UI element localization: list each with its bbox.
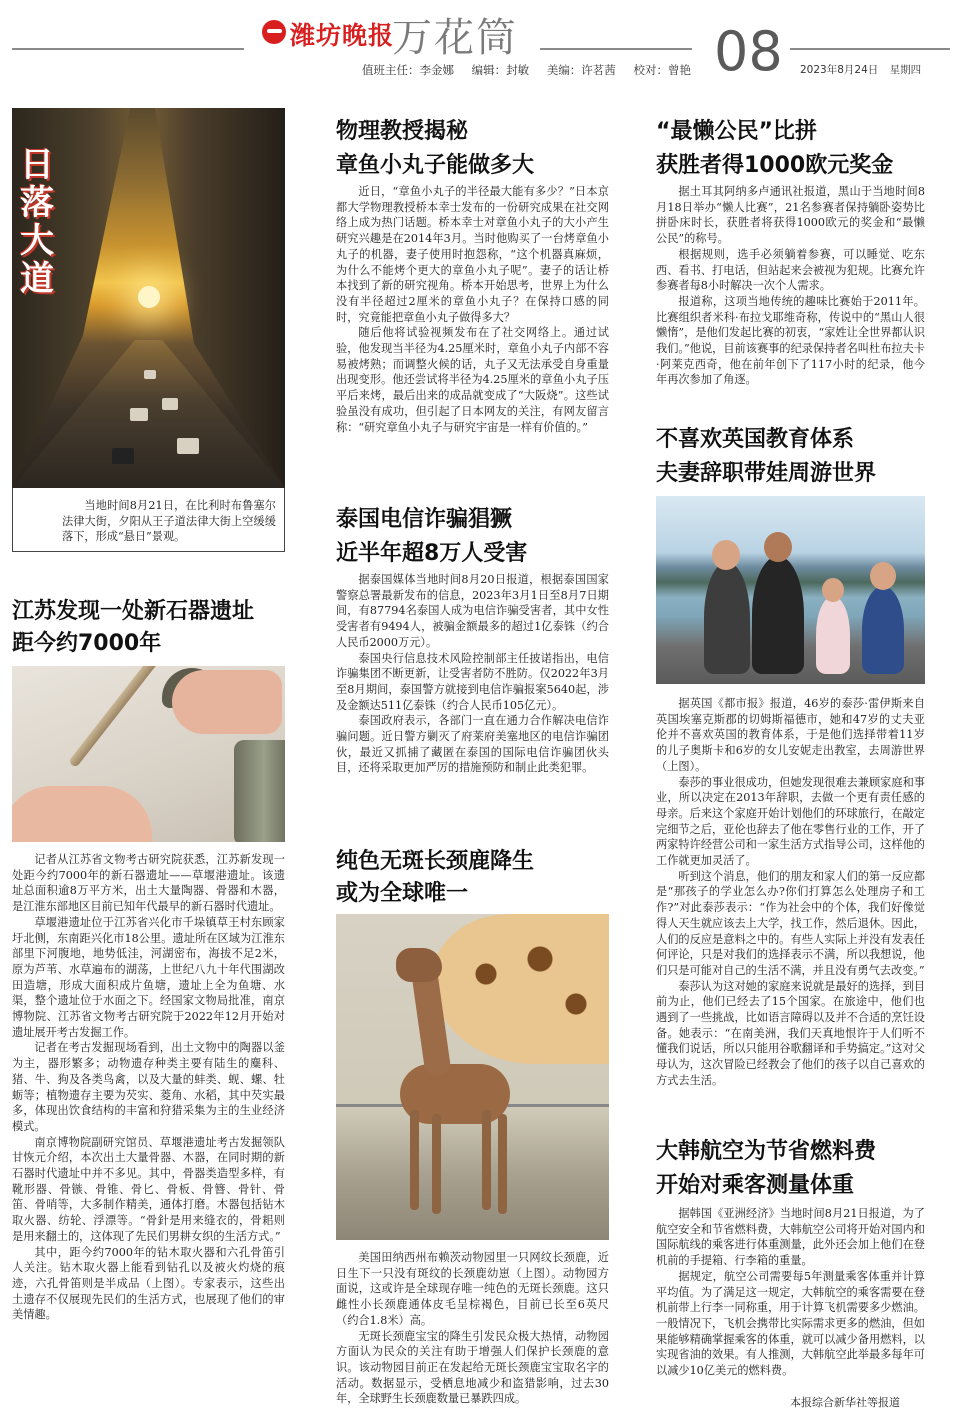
dateline [800,62,929,77]
credit-item: 编辑：封敏 [471,63,530,77]
credit-item: 值班主任：李金娜 [362,63,454,77]
giraffe-calf-graphic [396,948,442,982]
airline-subheadline: 开始对乘客测量体重 [656,1173,855,1198]
issue-weekday: 星期四 [889,64,922,76]
stone-age-subheadline: 距今约7000年 [12,631,162,656]
family-body [656,696,925,1092]
source-note: 本报综合新华社等报道 [790,1396,900,1409]
paragraph: 记者从江苏省文物考古研究院获悉，江苏新发现一处距今约7000年的新石器遗址——草堰港遗址。该遗址总面积逾8万平方米，出土大量陶器、骨器和木器，是江淮东部地区目前已知年代最早的新石器时代遗址。 [12,853,285,914]
paragraph: 据土耳其阿纳多卢通讯社报道，黑山于当地时间8月18日举办“懒人比赛”，21名参赛者保持躺卧姿势比拼卧床时长，获胜者将获得1000欧元的奖金和“最懒公民”的称号。 [656,185,925,246]
thai-fraud-headline: 泰国电信诈骗猖獗 [336,507,513,532]
paragraph: 据英国《都市报》报道，46岁的泰莎·雷伊斯来自英国埃塞克斯郡的切姆斯福德市，她和47岁的丈夫亚伦并不喜欢英国的教育体系，于是他们选择带着11岁的儿子奥斯卡和6岁的女儿安妮走出教室，去周游世界（上图）。 [656,697,925,773]
giraffe-body [336,1250,609,1408]
airline-body [656,1206,925,1392]
paragraph: 据韩国《亚洲经济》当地时间8月21日报道，为了航空安全和节省燃料费，大韩航空公司将开始对国内和国际航线的乘客进行体重测量，此外还会加上他们在登机前的手提箱、行李箱的重量。 [656,1207,925,1268]
masthead [0,0,955,82]
paragraph: 随后他将试验视频发布在了社交网络上。通过试验，他发现当半径为4.25厘米时，章鱼小丸子内部不容易被烤熟；而调整火候的话，丸子又无法承受自身重量出现变形。他还尝试将半径为4.25厘米的章鱼小丸子压平后来烤，最后出来的成品就变成了“大阪烧”。这些试验虽没有成功，但引起了日本网友的关注，有网友留言称：“研究章鱼小丸子与研究宇宙是一样有价值的。” [336,326,609,434]
paragraph: 其中，距今约7000年的钻木取火器和六孔骨笛引人关注。钻木取火器上能看到钻孔以及被火灼烧的痕迹，六孔骨笛则是半成品（上图）。专家表示，这些出土遗存不仅展现先民们的生活方式，也展现了他们的审美情趣。 [12,1245,285,1322]
page-number: 08 [714,20,783,83]
family-subheadline: 夫妻辞职带娃周游世界 [656,461,877,486]
family-headline: 不喜欢英国教育体系 [656,427,855,452]
caption-text: 当地时间8月21日，在比利时布鲁塞尔法律大街，夕阳从王子道法律大街上空缓缓落下，形成“悬日”景观。 [62,499,276,544]
laziest-subheadline: 获胜者得1000欧元奖金 [656,153,894,178]
sunset-caption [62,498,276,546]
staff-credits [362,62,705,78]
paragraph: 据规定，航空公司需要每5年测量乘客体重并计算平均值。为了满足这一规定，大韩航空的乘客需要在登机前带上行李一同称重，用于计算飞机需要多少燃油。一般情况下，飞机会携带比实际需求更多的燃油，但如果能够精确掌握乘客的体重，就可以减少备用燃料，以实现省油的效果。有人推测，大韩航空此举最多每年可以减少10亿美元的燃料费。 [656,1269,925,1378]
giraffe-photo [336,914,609,1240]
takoyaki-headline: 物理教授揭秘 [336,119,469,144]
paper-logo-icon [262,20,286,44]
masthead-rule [12,48,244,50]
issue-date: 2023年8月24日 [800,64,879,76]
paper-name: 潍坊晚报 [290,21,395,50]
paragraph: 据泰国媒体当地时间8月20日报道，根据泰国国家警察总署最新发布的信息，2023年3月1日至8月7日期间，有87794名泰国人成为电信诈骗受害者，其中女性受害者有9494人，被骗金额最多的超过1亿泰铢（约合人民币2000万元）。 [336,573,609,649]
section-name: 万花筒 [392,15,518,61]
paragraph: 近日，“章鱼小丸子的半径最大能有多少？”日本京都大学物理教授桥本幸士发布的一份研究成果在社交网络上成为热门话题。桥本幸士对章鱼小丸子的大小产生研究兴趣是在2014年3月。当时他购买了一台烤章鱼小丸子的机器，妻子使用时抱怨称，“这个机器真麻烦，为什么不能烤个更大的章鱼小丸子呢”。妻子的话让桥本找到了新的研究视角。桥本开始思考，世界上为什么没有半径超过2厘米的章鱼小丸子？在保持口感的同时，究竟能把章鱼小丸子做得多大？ [336,185,609,324]
paragraph: 根据规则，选手必须躺着参赛，可以睡觉、吃东西、看书、打电话，但站起来会被视为犯规。比赛允许参赛者每8小时解决一次个人需求。 [656,247,925,293]
artifact-photo [12,666,285,842]
paragraph: 泰莎的事业很成功，但她发现很难去兼顾家庭和事业，所以决定在2013年辞职，去做一个更有责任感的母亲。后来这个家庭开始计划他们的环球旅行，在敲定完细节之后，亚伦也辞去了他在零售行业的工作，开了两家特许经营公司和一家生活方式指导公司，这样他的工作就更加灵活了。 [656,775,925,868]
credit-item: 校对：曾艳 [633,63,691,77]
paragraph: 无斑长颈鹿宝宝的降生引发民众极大热情，动物园方面认为民众的关注有助于增强人们保护长颈鹿的意识。该动物园目前正在发起给无斑长颈鹿宝宝取名字的活动。数据显示，受栖息地减少和盗猎影响，过去30年，全球野生长颈鹿数量已暴跌四成。 [336,1329,609,1406]
paragraph: 听到这个消息，他们的朋友和家人们的第一反应都是“那孩子的学业怎么办?你们打算怎么处理房子和工作?”对此泰莎表示：“作为社会中的个体，我们好像觉得人天生就应该去上大学，找工作，然后退休。因此，人们的反应是意料之中的。有些人实际上并没有发表任何评论，只是对我们的选择表示不满，所以我想说，他们只是可能对自己的生活不满，并且没有勇气去改变。” [656,869,925,977]
thai-fraud-body [336,572,609,808]
stone-age-headline: 江苏发现一处新石器遗址 [12,599,255,624]
sun-graphic [138,286,160,308]
airline-headline: 大韩航空为节省燃料费 [656,1139,877,1164]
paragraph: 泰莎认为这对她的家庭来说就是最好的选择，到目前为止，他们已经去了15个国家。在旅途中，他们也遇到了一些挑战，比如语言障碍以及并不合适的烹饪设备。她表示：“在南美洲，我们天真地恨许于人们听不懂我们说话，所以只能用谷歌翻译和手势搞定。”这对父母认为，这次冒险已经教会了他们的孩子以自己喜欢的方式去生活。 [656,979,925,1087]
paragraph: 报道称，这项当地传统的趣味比赛始于2011年。比赛组织者米科·布拉戈耶维奇称，传说中的“黑山人很懒惰”，是他们发起比赛的初衷，“家姓让全世界都认识我们。”他说，目前该赛事的纪录保持者名叫杜布拉夫卡·阿莱克西奇，他在前年创下了117小时的纪录，他今年再次参加了角逐。 [656,294,925,387]
paragraph: 美国田纳西州布赖茨动物园里一只网纹长颈鹿，近日生下一只没有斑纹的长颈鹿幼崽（上图）。动物园方面说，这或许是全球现存唯一纯色的无斑长颈鹿。这只雌性小长颈鹿通体皮毛呈棕褐色，目前已长至6英尺（约合1.8米）高。 [336,1251,609,1327]
paragraph: 泰国政府表示，各部门一直在通力合作解决电信诈骗问题。近日警方剿灭了府莱府美塞地区的电信诈骗团伙，最近又抓捕了藏匿在泰国的国际电信诈骗团伙头目，还将采取更加严厉的措施预防和制止此类犯罪。 [336,714,609,775]
giraffe-headline: 纯色无斑长颈鹿降生 [336,849,535,874]
paragraph: 南京博物院副研究馆员、草堰港遗址考古发掘领队甘恢元介绍，本次出土大量骨器、木器，在同时期的新石器时代遗址中并不多见。其中，骨器类造型多样，有靴形器、骨镞、骨锥、骨匕、骨板、骨簪、骨针、骨笛、骨哨等，大多制作精美，通体打磨。木器包括钻木取火器、纺轮、浮漂等。“骨針是用来缝衣的，骨耜则是用来翻土的，这体现了先民们男耕女织的生活方式。” [12,1135,285,1243]
paragraph: 草堰港遗址位于江苏省兴化市千垛镇草王村东顾家圩北侧，东南距兴化市18公里。遗址所在区域为江淮东部里下河腹地，地势低洼，河湖密布，海拔不足2米，原为芦苇、水草遍布的湖荡，上世纪八九十年代围湖改田造塘，形成大面积成片鱼塘，遗址上全为鱼塘、水渠，整个遗址位于水面之下。经国家文物局批准，南京博物院、江苏省文物考古研究院于2022年12月开始对遗址展开考古发掘工作。 [12,915,285,1039]
laziest-body [656,184,925,416]
giraffe-subheadline: 或为全球唯一 [336,881,469,906]
stone-age-body [12,852,285,1408]
laziest-headline: “最懒公民”比拼 [656,119,817,144]
masthead-rule [540,48,692,50]
takoyaki-subheadline: 章鱼小丸子能做多大 [336,153,535,178]
thai-fraud-subheadline: 近半年超8万人受害 [336,541,528,566]
credit-item: 美编：许茗茜 [546,63,616,77]
paragraph: 记者在考古发掘现场看到，出土文物中的陶器以釜为主，器形繁多；动物遗存种类主要有陆生的麋科、猪、牛、狗及各类鸟禽，以及大量的蚌类、蚬、螺、牡蛎等；植物遗存主要为芡实、菱角、水稻，其中芡实最多，体现出饮食结构的丰富和狩猎采集为主的生业经济模式。 [12,1041,285,1133]
masthead-rule [790,48,950,50]
family-photo [656,496,925,684]
takoyaki-body [336,184,609,466]
sunset-photo-title: 日落大道 [20,145,54,299]
paragraph: 泰国央行信息技术风险控制部主任披诺指出，电信诈骗集团不断更新，让受害者防不胜防。仅2022年3月至8月期间，泰国警方就接到电信诈骗报案5640起，涉及金额达511亿泰铢（约合人民币105亿元）。 [336,651,609,712]
